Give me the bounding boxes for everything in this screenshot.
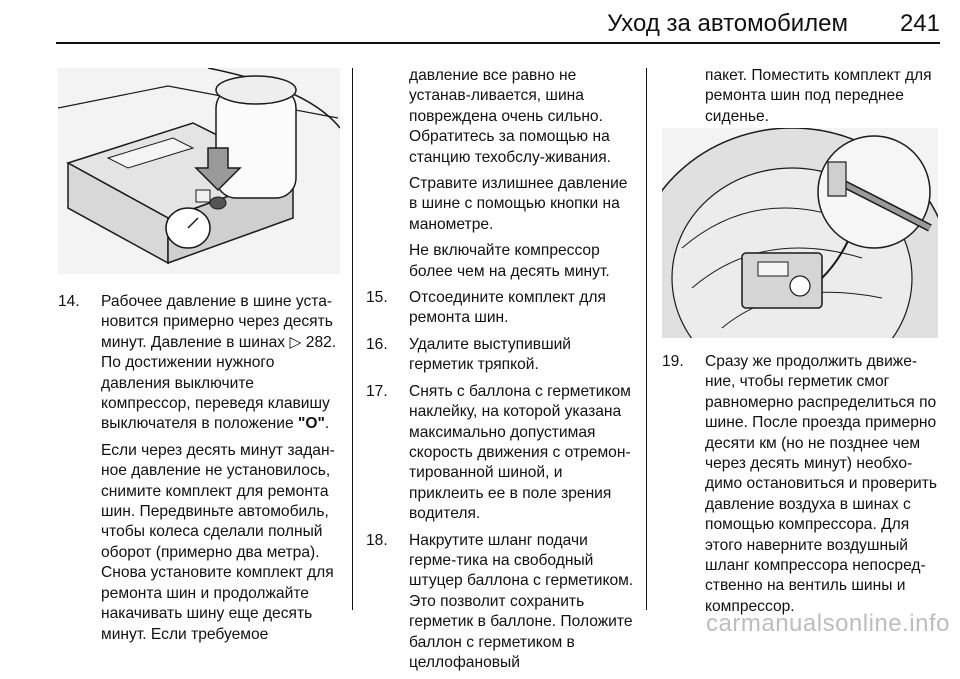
step-number: 15.: [366, 289, 388, 307]
compressor-switch-illustration: [58, 68, 340, 274]
step-text-end: .: [324, 415, 330, 433]
continued-paragraph: пакет. Поместить комплект для ремонта шин под переднее сиденье.: [705, 67, 932, 125]
step-text: Рабочее давление в шине уста-новится примерно через десять минут. Давление в шинах: [101, 293, 333, 351]
step-14: [58, 292, 344, 435]
step-number: 17.: [366, 382, 388, 400]
step-text: Удалите выступивший герметик тряпкой.: [409, 335, 572, 374]
step-15: [366, 288, 638, 329]
step-16: [366, 335, 638, 376]
page-ref-arrow-icon: ▷: [289, 333, 302, 351]
column-3-bottom: [662, 352, 938, 623]
section-title: Уход за автомобилем: [607, 10, 848, 37]
step-text: Снять с баллона с герметиком наклейку, на которой указана максимально допустимая скорость движения с отремон-тированной шиной, и приклеить ее в поле зрения водителя.: [409, 382, 631, 523]
continued-paragraph: давление все равно не устанав-ливается, шина повреждена очень сильно. Обратитесь за помощью на станцию техобслу-живания.: [409, 67, 611, 166]
column-divider-1: [352, 68, 353, 610]
step-17: [366, 382, 638, 525]
page-header: [0, 6, 940, 46]
step-text: Накрутите шланг подачи герме-тика на свободный штуцер баллона с герметиком. Это позволит сохранить герметик в баллоне. Положите баллон с герметиком в целлофановый: [409, 531, 634, 671]
header-rule: [56, 42, 940, 44]
step-19: [662, 352, 938, 617]
page-number: 241: [899, 10, 940, 37]
step-14-paragraph: Если через десять минут задан-ное давление не установилось, снимите комплект для ремонта шин. Передвиньте автомобиль, чтобы колеса сделали полный оборот (примерно два метра). Снова установите комплект для ремонта шин и продолжайте накачивать шину еще десять минут. Если требуемое: [101, 441, 335, 643]
watermark: carmanualsonline.info: [706, 610, 950, 637]
deflate-paragraph: Стравите излишнее давление в шине с помощью кнопки на манометре.: [409, 175, 628, 233]
step-text-continued: 282. По достижении нужного давления выключите компрессор, переведя клавишу выключателя в положение: [101, 333, 337, 433]
column-3-top: [662, 66, 938, 133]
step-number: 19.: [662, 353, 684, 370]
tire-valve-compressor-illustration: [662, 128, 938, 338]
step-text: Сразу же продолжить движе-ние, чтобы герметик смог равномерно распределиться по шине. После проезда примерно десяти км (но не позднее чем через десять минут) необхо-димо остановиться и проверить давление воздуха в шинах с помощью компрессора. Для этого наверните воздушный шланг компрессора непосред-ственно на вентиль шины и компрессор.: [705, 353, 938, 615]
compressor-time-note: Не включайте компрессор более чем на десять минут.: [409, 242, 610, 280]
step-number: 14.: [58, 293, 80, 310]
step-number: 16.: [366, 335, 388, 353]
step-18: [366, 531, 638, 674]
column-2: [366, 66, 638, 679]
column-1: [58, 292, 344, 651]
switch-position-key: "O": [298, 415, 325, 433]
column-divider-2: [646, 68, 647, 610]
step-number: 18.: [366, 531, 388, 549]
step-text: Отсоедините комплект для ремонта шин.: [409, 289, 606, 327]
